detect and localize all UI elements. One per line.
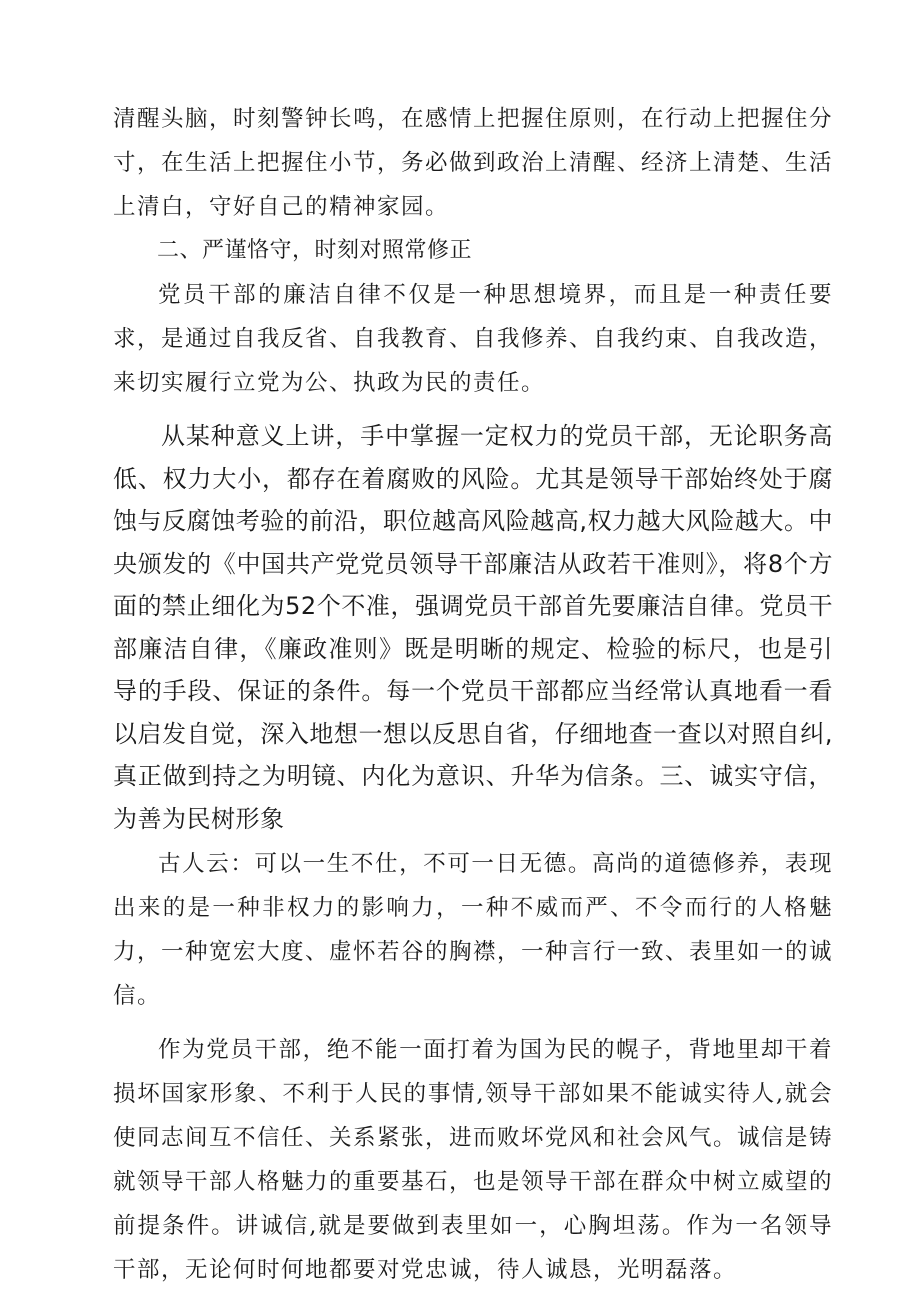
paragraph-discipline: 党员干部的廉洁自律不仅是一种思想境界，而且是一种责任要求，是通过自我反省、自我教育、自我修养、自我约束、自我改造，来切实履行立党为公、执政为民的责任。: [113, 282, 834, 396]
paragraph-integrity: 作为党员干部，绝不能一面打着为国为民的幌子，背地里却干着损坏国家形象、不利于人民的事情,领导干部如果不能诚实待人,就会使同志间互不信任、关系紧张，进而败坏党风和社会风气。诚信是铸就领导干部人格魅力的重要基石，也是领导干部在群众中树立威望的前提条件。讲诚信,就是要做到表里如一，心胸坦荡。作为一名领导干部，无论何时何地都要对党忠诚，待人诚恳，光明磊落。: [113, 1037, 834, 1283]
paragraph-continuation: 清醒头脑，时刻警钟长鸣，在感情上把握住原则，在行动上把握住分寸，在生活上把握住小节，务必做到政治上清醒、经济上清楚、生活上清白，守好自己的精神家园。: [113, 106, 834, 220]
paragraph-ancients: 古人云：可以一生不仕，不可一日无德。高尚的道德修养，表现出来的是一种非权力的影响力，一种不威而严、不令而行的人格魅力，一种宽宏大度、虚怀若谷的胸襟，一种言行一致、表里如一的诚信。: [113, 851, 834, 1009]
paragraph-power: 从某种意义上讲，手中掌握一定权力的党员干部，无论职务高低、权力大小，都存在着腐败的风险。尤其是领导干部始终处于腐蚀与反腐蚀考验的前沿，职位越高风险越高,权力越大风险越大。中央颁发的《中国共产党党员领导干部廉洁从政若干准则》，将8个方面的禁止细化为52个不准，强调党员干部首先要廉洁自律。党员干部廉洁自律，《廉政准则》既是明晰的规定、检验的标尺，也是引导的手段、保证的条件。每一个党员干部都应当经常认真地看一看以启发自觉，深入地想一想以反思自省，仔细地查一查以对照自纠,真正做到持之为明镜、内化为意识、升华为信条。三、诚实守信，为善为民树形象: [113, 422, 833, 833]
section-heading-2: 二、严谨恪守，时刻对照常修正: [157, 238, 473, 263]
document-body: [113, 97, 833, 1292]
